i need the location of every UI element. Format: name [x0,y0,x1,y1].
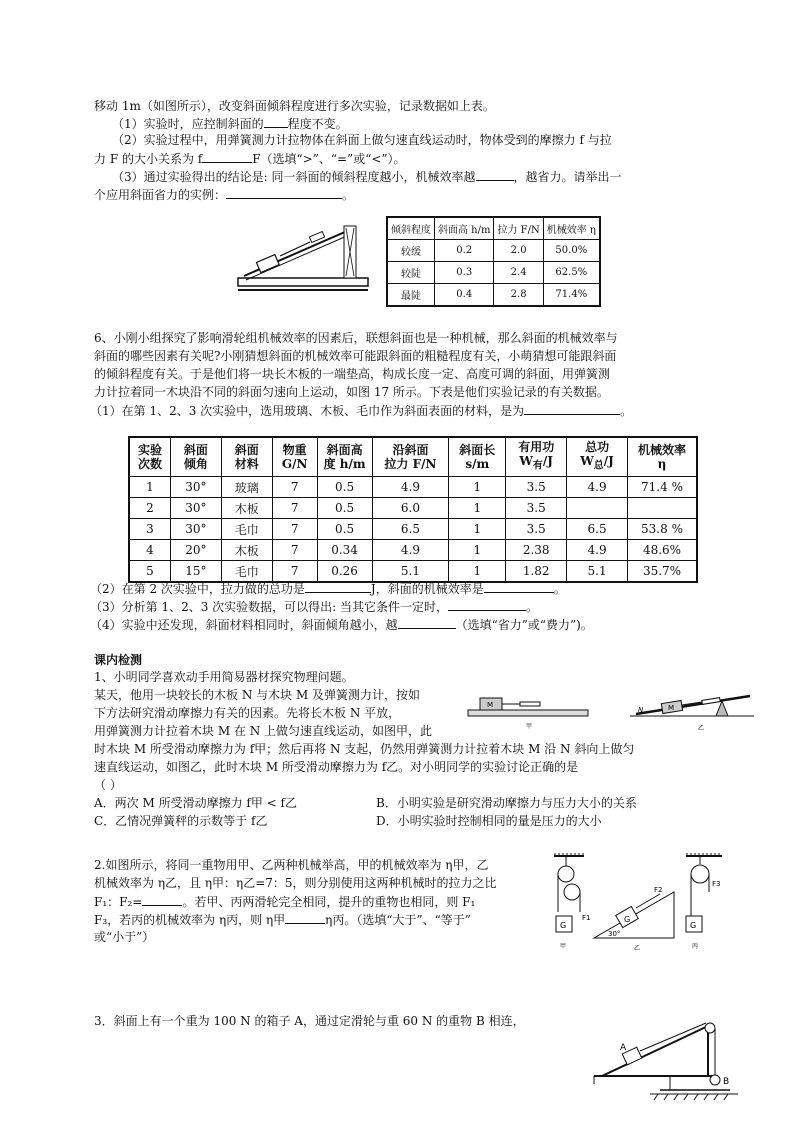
incline-data-table [386,216,601,307]
incline-figure-1 [236,210,376,300]
table2-header-row [129,437,697,477]
q6-s1-text: （1）在第 1、2、3 次实验中，选用玻璃、木板、毛巾作为斜面表面的材料，是为 [90,404,525,418]
fig-yi-pulley-label: 乙 [634,945,641,952]
q6-sub3 [90,598,538,615]
t2-cell: 7 [272,561,317,583]
t2-cell: 1 [129,477,170,498]
t2-cell: 1 [449,477,506,498]
q2-text-b: 力 F 的大小关系为 f [94,152,203,166]
t2-header: 斜面高 度 h/m [317,437,372,477]
t2-cell: 30° [170,477,221,498]
p1-line5: 时木块 M 所受滑动摩擦力为 f甲；然后再将 N 支起，仍然用弹簧测力计拉着木块 M 沿 N 斜向上做匀 [94,742,635,756]
fig-jia-m-label: M [487,701,494,709]
pulley-figures [550,852,730,956]
q2-text-c: F（选填“>”、“=”或“<”）。 [252,152,406,166]
table-row [129,477,697,498]
q6-s2-text-c: 。 [553,582,566,596]
q6-efficiency-blank[interactable] [484,580,554,593]
p2-l4-text-b: η丙。（选填“大于”、“等于” [325,913,471,927]
q6-s1-end: 。 [620,404,633,418]
q6-s4-text-b: （选填“省力”或“费力”)。 [455,618,593,632]
t2-cell: 玻璃 [221,477,272,498]
t2-header: 实验 次数 [129,437,170,477]
section-title: 课内检测 [94,653,143,667]
table-row [129,540,697,561]
t2-header: 有用功 $W_有/J$ [506,437,567,477]
fig-yi-g-label: G [624,915,631,924]
t2-cell: 6.0 [372,498,449,519]
t2-cell: 0.5 [317,519,372,540]
q6-total-work-blank[interactable] [305,580,371,593]
q6-line3: 的倾斜程度有关。于是他们将一块长木板的一端垫高，构成长度一定、高度可调的斜面，用弹簧测 [94,367,611,381]
q6-sub1 [90,402,632,419]
t2-cell: 7 [272,540,317,561]
t2-cell: 48.6% [628,540,697,561]
p2-l3-text-a: F₁：F₂= [94,895,143,909]
t2-cell: 7 [272,498,317,519]
table-row [129,561,697,583]
q6-sub2 [90,580,566,597]
t2-header: 斜面 材料 [221,437,272,477]
p2-line3 [94,893,475,910]
table-row [129,519,697,540]
t2-header: 机械效率 η [628,437,697,477]
p1-option-c[interactable]: C．乙情况弹簧秤的示数等于 f乙 [94,814,268,828]
t2-cell: 3.5 [506,519,567,540]
t2-header: 沿斜面 拉力 F/N [372,437,449,477]
p2-ratio-blank[interactable] [142,893,182,906]
table1-header-row [387,217,600,240]
t2-header: 物重 G/N [272,437,317,477]
t2-cell: 4.9 [372,477,449,498]
t2-cell: 1 [449,519,506,540]
q1-text: （1）实验时，应控制斜面的 [112,117,264,131]
t2-cell: 30° [170,498,221,519]
table-row [387,284,600,307]
q6-s1-blank[interactable] [524,402,620,415]
t2-cell: 30° [170,519,221,540]
incline-pulley-figure [590,1020,740,1104]
intro-q1 [112,115,348,132]
t2-cell: 7 [272,477,317,498]
q6-s2-text-b: J，斜面的机械效率是 [370,582,484,596]
t2-cell: 木板 [221,540,272,561]
t2-cell: 71.4 % [628,477,697,498]
fig-jia-pulley-label: 甲 [560,943,567,950]
intro-q2b [94,150,406,167]
fig-jia-label: 甲 [526,723,533,730]
t2-cell: 木板 [221,498,272,519]
t1-cell: 0.2 [435,240,494,262]
t2-header: 斜面长 s/m [449,437,506,477]
q6-s3-text-b: 。 [526,600,539,614]
t2-cell: 15° [170,561,221,583]
p1-line4: 用弹簧测力计拉着木块 M 在 N 上做匀速直线运动，如图甲，此 [94,724,433,738]
p1-line2: 某天，他用一块较长的木板 N 与木块 M 及弹簧测力计，按如 [94,688,421,702]
p3-line1: 3．斜面上有一个重为 100 N 的箱子 A，通过定滑轮与重 60 N 的重物 B 相连， [94,1014,525,1028]
q3-text: （3）通过实验得出的结论是: 同一斜面的倾斜程度越小，机械效率越 [112,170,476,184]
q3-blank[interactable] [476,168,514,181]
intro-q3c [94,186,354,203]
t2-cell: 2 [129,498,170,519]
t2-cell: 6.5 [567,519,628,540]
fig-yi-n-label: N [638,706,644,714]
t2-cell: 53.8 % [628,519,697,540]
t2-cell: 35.7% [628,561,697,583]
fig-bing-pulley-label: 丙 [692,943,699,950]
q3-text-d: 。 [342,188,355,202]
slope-experiment-table [128,436,698,583]
p1-answer-paren[interactable]: （ ） [94,778,122,792]
t1-header: 斜面高 h/m [435,217,494,240]
t2-cell: 毛巾 [221,519,272,540]
t2-cell: 毛巾 [221,561,272,583]
t2-cell: 1 [449,540,506,561]
t2-cell: 5 [129,561,170,583]
t1-cell: 50.0% [543,240,600,262]
p2-line2: 机械效率为 η乙，且 η甲：η乙=7：5，则分别使用这两种机械时的拉力之比 [94,876,497,890]
q6-s3-text: （3）分析第 1、2、3 次实验数据，可以得出: 当其它条件一定时， [90,600,449,614]
fig-f2-label: F2 [654,886,663,894]
figure-jia [468,698,588,730]
p1-option-d[interactable]: D．小明实验时控制相同的量是压力的大小 [376,814,602,828]
t2-cell [567,498,628,519]
t2-cell: 7 [272,519,317,540]
fig-a-label: A [620,1043,627,1053]
t1-cell: 62.5% [543,262,600,284]
t2-cell: 3.5 [506,498,567,519]
t1-cell: 较缓 [387,240,435,262]
fig-yi-m-label: M [668,704,675,712]
p2-line4 [94,911,471,928]
t1-cell: 最陡 [387,284,435,307]
friction-figures [466,690,756,736]
t1-header: 拉力 F/N [494,217,543,240]
t2-cell: 1 [449,561,506,583]
t2-cell: 3.5 [506,477,567,498]
p2-compare-blank[interactable] [285,911,325,924]
t1-cell: 0.4 [435,284,494,307]
table-row [387,262,600,284]
p2-line1: 2.如图所示，将同一重物用甲、乙两种机械举高，甲的机械效率为 η甲，乙 [94,858,489,872]
p1-option-b[interactable]: B．小明实验是研究滑动摩擦力与压力大小的关系 [376,796,637,810]
t2-cell: 4 [129,540,170,561]
p2-line5: 或“小于”） [94,930,155,944]
t1-cell: 0.3 [435,262,494,284]
t1-cell: 2.4 [494,262,543,284]
fig-f3-label: F3 [712,880,721,888]
t2-cell: 4.9 [567,477,628,498]
t2-cell: 3 [129,519,170,540]
q6-conclusion-blank[interactable] [448,598,526,611]
fig-jia-g-label: G [560,921,567,930]
fig-bing-g-label: G [690,921,697,930]
t1-cell: 71.4% [543,284,600,307]
q1-text-b: 程度不变。 [287,117,348,131]
q6-force-blank[interactable] [398,616,456,629]
t2-cell: 0.5 [317,498,372,519]
t2-cell: 0.34 [317,540,372,561]
fig-angle-label: 30° [608,930,621,938]
q6-s2-text: （2）在第 2 次实验中，拉力做的总功是 [90,582,305,596]
table-row [387,240,600,262]
t1-cell: 2.0 [494,240,543,262]
t1-cell: 较陡 [387,262,435,284]
figure-jia-pulley [554,854,590,950]
t2-cell: 0.5 [317,477,372,498]
q3-text-b: ，越省力。请举出一 [513,170,622,184]
q6-line1: 6、小刚小组探究了影响滑轮组机械效率的因素后，联想斜面也是一种机械，那么斜面的机械效率与 [94,331,618,345]
q6-s4-text: （4）实验中还发现，斜面材料相同时，斜面倾角越小，越 [90,618,398,632]
q2-blank[interactable] [202,150,252,163]
figure-yi-incline [594,886,674,952]
table-row [129,498,697,519]
t2-cell: 5.1 [567,561,628,583]
t2-cell: 5.1 [372,561,449,583]
t2-cell: 2.38 [506,540,567,561]
q1-blank[interactable] [264,115,288,128]
t2-cell: 1 [449,498,506,519]
intro-line1: 移动 1m（如图所示），改变斜面倾斜程度进行多次实验，记录数据如上表。 [94,99,495,113]
p1-line3: 下方法研究滑动摩擦力有关的因素。先将长木板 N 平放， [94,706,401,720]
p1-option-a[interactable]: A．两次 M 所受滑动摩擦力 f甲 < f乙 [94,796,297,810]
fig-b-label: B [723,1077,730,1087]
q6-sub4 [90,616,593,633]
t2-cell: 4.9 [567,540,628,561]
t2-cell: 0.26 [317,561,372,583]
intro-q2: （2）实验过程中，用弹簧测力计拉物体在斜面上做匀速直线运动时，物体受到的摩擦力 f 与拉 [112,133,612,147]
t2-cell: 20° [170,540,221,561]
t1-cell: 2.8 [494,284,543,307]
fig-yi-label: 乙 [698,725,705,732]
figure-bing-pulley [686,854,722,950]
q3-example-blank[interactable] [226,186,342,199]
fig-f1-label: F1 [582,914,591,922]
q6-line4: 力计拉着同一木块沿不同的斜面匀速向上运动，如图 17 所示。下表是他们实验记录的有关数据。 [94,385,609,399]
t2-header: 斜面 倾角 [170,437,221,477]
t2-cell: 4.9 [372,540,449,561]
p2-l3-text-b: 。若甲、丙两滑轮完全相同，提升的重物也相同，则 F₁ [182,895,476,909]
q6-line2: 斜面的哪些因素有关呢?小刚猜想斜面的机械效率可能跟斜面的粗糙程度有关，小萌猜想可能跟斜面 [94,349,617,363]
t2-cell [628,498,697,519]
intro-q3 [112,168,622,185]
t2-cell: 6.5 [372,519,449,540]
t2-header: 总功 $W_总/J$ [567,437,628,477]
p1-line1: 1、小明同学喜欢动手用简易器材探究物理问题。 [94,670,354,684]
t2-cell: 1.82 [506,561,567,583]
p2-l4-text-a: F₃，若丙的机械效率为 η丙，则 η甲 [94,913,286,927]
p1-line6: 速直线运动，如图乙，此时木块 M 所受滑动摩擦力为 f乙。对小明同学的实验讨论正确的是 [94,760,579,774]
q3-text-c: 个应用斜面省力的实例： [94,188,227,202]
t1-header: 倾斜程度 [387,217,435,240]
t1-header: 机械效率 η [543,217,600,240]
figure-yi [630,696,754,732]
